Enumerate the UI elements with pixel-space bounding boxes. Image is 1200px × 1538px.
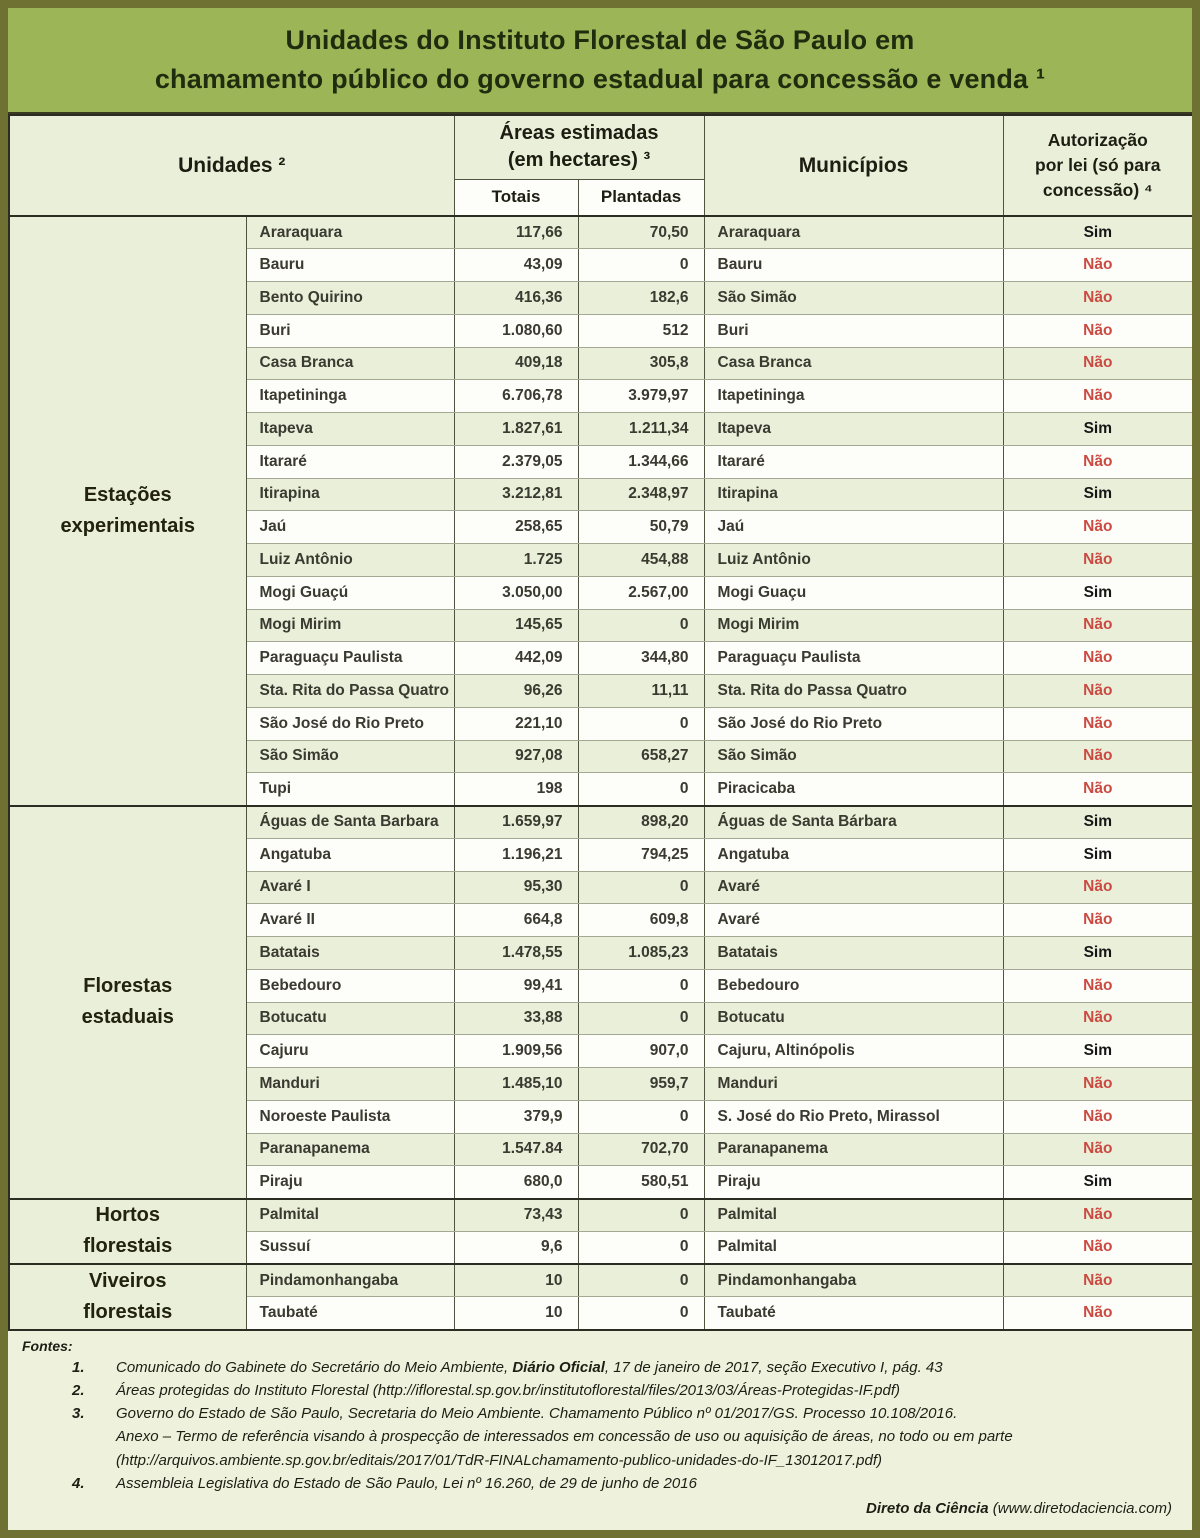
unit-cell: Bento Quirino	[246, 282, 454, 315]
unit-cell: Palmital	[246, 1199, 454, 1232]
table-header	[9, 115, 1193, 216]
total-cell: 1.547.84	[454, 1133, 578, 1166]
municipality-cell: São Simão	[704, 740, 1003, 773]
planted-cell: 11,11	[578, 675, 704, 708]
planted-cell: 580,51	[578, 1166, 704, 1199]
municipality-cell: Jaú	[704, 511, 1003, 544]
total-cell: 117,66	[454, 216, 578, 249]
table-row	[9, 1264, 1193, 1297]
section-label: Hortos florestais	[9, 1199, 246, 1265]
planted-cell: 50,79	[578, 511, 704, 544]
authorization-cell: Não	[1003, 1133, 1193, 1166]
municipality-cell: Piracicaba	[704, 773, 1003, 806]
authorization-cell: Não	[1003, 642, 1193, 675]
footnote-number: 1.	[72, 1358, 85, 1376]
areas-header-line1: Áreas estimadas	[499, 122, 659, 145]
authorization-cell: Não	[1003, 675, 1193, 708]
planted-cell: 794,25	[578, 838, 704, 871]
municipality-cell: Itararé	[704, 445, 1003, 478]
authorization-cell: Não	[1003, 969, 1193, 1002]
footnote-text: Comunicado do Gabinete do Secretário do Meio Ambiente, Diário Oficial, 17 de janeiro de 2017, seção Executivo I, pág. 43	[116, 1358, 943, 1376]
unit-cell: Buri	[246, 314, 454, 347]
authorization-cell: Não	[1003, 773, 1193, 806]
authorization-cell: Não	[1003, 609, 1193, 642]
planted-cell: 70,50	[578, 216, 704, 249]
total-cell: 416,36	[454, 282, 578, 315]
unit-cell: Itirapina	[246, 478, 454, 511]
authorization-cell: Não	[1003, 904, 1193, 937]
unit-cell: Bebedouro	[246, 969, 454, 1002]
authorization-cell: Sim	[1003, 806, 1193, 839]
authorization-cell: Não	[1003, 1297, 1193, 1330]
municipality-cell: Bauru	[704, 249, 1003, 282]
unit-cell: Jaú	[246, 511, 454, 544]
unit-cell: Casa Branca	[246, 347, 454, 380]
page-title-line2: chamamento público do governo estadual para concessão e venda ¹	[154, 64, 1046, 94]
authorization-cell: Não	[1003, 314, 1193, 347]
authorization-cell: Sim	[1003, 1166, 1193, 1199]
unit-cell: Mogi Guaçú	[246, 576, 454, 609]
planted-cell: 182,6	[578, 282, 704, 315]
total-cell: 680,0	[454, 1166, 578, 1199]
municipality-cell: Manduri	[704, 1068, 1003, 1101]
municipality-cell: São Simão	[704, 282, 1003, 315]
planted-cell: 702,70	[578, 1133, 704, 1166]
footnote-text: Assembleia Legislativa do Estado de São Paulo, Lei nº 16.260, de 29 de junho de 2016	[116, 1474, 697, 1492]
sources-heading: Fontes:	[22, 1337, 73, 1354]
total-cell: 221,10	[454, 707, 578, 740]
unit-cell: Piraju	[246, 1166, 454, 1199]
total-cell: 10	[454, 1297, 578, 1330]
unit-cell: Cajuru	[246, 1035, 454, 1068]
authorization-cell: Não	[1003, 1231, 1193, 1264]
planted-cell: 0	[578, 969, 704, 1002]
total-cell: 33,88	[454, 1002, 578, 1035]
municipality-cell: Avaré	[704, 871, 1003, 904]
column-header-autorizacao: Autorização por lei (só para concessão) ⁴	[1003, 115, 1193, 216]
authorization-cell: Não	[1003, 544, 1193, 577]
planted-cell: 2.567,00	[578, 576, 704, 609]
authorization-cell: Sim	[1003, 1035, 1193, 1068]
municipality-cell: Mogi Mirim	[704, 609, 1003, 642]
municipality-cell: Sta. Rita do Passa Quatro	[704, 675, 1003, 708]
unit-cell: Paraguaçu Paulista	[246, 642, 454, 675]
planted-cell: 907,0	[578, 1035, 704, 1068]
authorization-cell: Não	[1003, 282, 1193, 315]
table-row	[9, 1199, 1193, 1232]
total-cell: 2.379,05	[454, 445, 578, 478]
section-label: Florestas estaduais	[9, 806, 246, 1199]
planted-cell: 898,20	[578, 806, 704, 839]
municipality-cell: São José do Rio Preto	[704, 707, 1003, 740]
total-cell: 99,41	[454, 969, 578, 1002]
authorization-cell: Sim	[1003, 937, 1193, 970]
footnote-item	[72, 1402, 1180, 1472]
authorization-cell: Não	[1003, 707, 1193, 740]
total-cell: 145,65	[454, 609, 578, 642]
total-cell: 442,09	[454, 642, 578, 675]
total-cell: 258,65	[454, 511, 578, 544]
planted-cell: 0	[578, 609, 704, 642]
planted-cell: 0	[578, 773, 704, 806]
total-cell: 379,9	[454, 1100, 578, 1133]
unit-cell: Paranapanema	[246, 1133, 454, 1166]
municipality-cell: Casa Branca	[704, 347, 1003, 380]
unit-cell: Itapetininga	[246, 380, 454, 413]
units-table	[8, 114, 1194, 1331]
planted-cell: 1.211,34	[578, 413, 704, 446]
column-header-totais: Totais	[454, 179, 578, 216]
unit-cell: Noroeste Paulista	[246, 1100, 454, 1133]
unit-cell: Avaré I	[246, 871, 454, 904]
authorization-cell: Não	[1003, 511, 1193, 544]
municipality-cell: S. José do Rio Preto, Mirassol	[704, 1100, 1003, 1133]
credit-site-url: (www.diretodaciencia.com)	[988, 1500, 1172, 1517]
planted-cell: 0	[578, 1297, 704, 1330]
authorization-cell: Não	[1003, 740, 1193, 773]
total-cell: 664,8	[454, 904, 578, 937]
unit-cell: Itapeva	[246, 413, 454, 446]
footnote-text: Governo do Estado de São Paulo, Secretaria do Meio Ambiente. Chamamento Público nº 01/2017/GS. Processo 10.108/2016. Anexo – Termo de referência visando à prospecção de interessados em concessão de uso ou aquisição de áreas, no todo ou em parte (http://arquivos.ambiente.sp.gov.br/editais/2017/01/TdR-FINALchamamento-publico-unidades-do-IF_13012017.pdf)	[116, 1405, 1013, 1469]
table-row	[9, 216, 1193, 249]
footnote-item	[72, 1356, 1180, 1379]
planted-cell: 959,7	[578, 1068, 704, 1101]
total-cell: 73,43	[454, 1199, 578, 1232]
municipality-cell: Águas de Santa Bárbara	[704, 806, 1003, 839]
authorization-cell: Não	[1003, 347, 1193, 380]
column-header-municipios: Municípios	[704, 115, 1003, 216]
municipality-cell: Itirapina	[704, 478, 1003, 511]
authorization-cell: Sim	[1003, 413, 1193, 446]
authorization-cell: Não	[1003, 380, 1193, 413]
total-cell: 96,26	[454, 675, 578, 708]
municipality-cell: Pindamonhangaba	[704, 1264, 1003, 1297]
planted-cell: 0	[578, 1264, 704, 1297]
total-cell: 1.909,56	[454, 1035, 578, 1068]
footnote-item	[72, 1379, 1180, 1402]
total-cell: 3.212,81	[454, 478, 578, 511]
planted-cell: 454,88	[578, 544, 704, 577]
unit-cell: Tupi	[246, 773, 454, 806]
municipality-cell: Itapetininga	[704, 380, 1003, 413]
municipality-cell: Cajuru, Altinópolis	[704, 1035, 1003, 1068]
planted-cell: 0	[578, 1100, 704, 1133]
total-cell: 1.485,10	[454, 1068, 578, 1101]
planted-cell: 0	[578, 707, 704, 740]
authorization-cell: Não	[1003, 1264, 1193, 1297]
total-cell: 6.706,78	[454, 380, 578, 413]
table-row	[9, 806, 1193, 839]
footnote-item	[72, 1472, 1180, 1495]
authorization-cell: Sim	[1003, 838, 1193, 871]
unit-cell: Taubaté	[246, 1297, 454, 1330]
unit-cell: Angatuba	[246, 838, 454, 871]
footnote-number: 4.	[72, 1474, 85, 1492]
planted-cell: 3.979,97	[578, 380, 704, 413]
unit-cell: Sta. Rita do Passa Quatro	[246, 675, 454, 708]
column-header-unidades: Unidades ²	[9, 115, 454, 216]
authorization-cell: Sim	[1003, 216, 1193, 249]
unit-cell: Manduri	[246, 1068, 454, 1101]
planted-cell: 0	[578, 1199, 704, 1232]
authorization-cell: Não	[1003, 249, 1193, 282]
section-label: Viveiros florestais	[9, 1264, 246, 1330]
municipality-cell: Mogi Guaçu	[704, 576, 1003, 609]
authorization-cell: Não	[1003, 1068, 1193, 1101]
unit-cell: São Simão	[246, 740, 454, 773]
municipality-cell: Paranapanema	[704, 1133, 1003, 1166]
unit-cell: Sussuí	[246, 1231, 454, 1264]
total-cell: 1.080,60	[454, 314, 578, 347]
municipality-cell: Palmital	[704, 1199, 1003, 1232]
planted-cell: 0	[578, 1002, 704, 1035]
unit-cell: São José do Rio Preto	[246, 707, 454, 740]
section-label: Estações experimentais	[9, 216, 246, 806]
units-table-body	[9, 216, 1193, 1330]
municipality-cell: Avaré	[704, 904, 1003, 937]
municipality-cell: Luiz Antônio	[704, 544, 1003, 577]
municipality-cell: Buri	[704, 314, 1003, 347]
total-cell: 409,18	[454, 347, 578, 380]
total-cell: 3.050,00	[454, 576, 578, 609]
authorization-cell: Não	[1003, 1100, 1193, 1133]
municipality-cell: Piraju	[704, 1166, 1003, 1199]
unit-cell: Batatais	[246, 937, 454, 970]
authorization-cell: Não	[1003, 1199, 1193, 1232]
unit-cell: Araraquara	[246, 216, 454, 249]
municipality-cell: Taubaté	[704, 1297, 1003, 1330]
planted-cell: 512	[578, 314, 704, 347]
unit-cell: Bauru	[246, 249, 454, 282]
planted-cell: 1.085,23	[578, 937, 704, 970]
municipality-cell: Palmital	[704, 1231, 1003, 1264]
credit-site-name: Direto da Ciência	[866, 1500, 989, 1517]
total-cell: 1.478,55	[454, 937, 578, 970]
unit-cell: Itararé	[246, 445, 454, 478]
unit-cell: Mogi Mirim	[246, 609, 454, 642]
unit-cell: Botucatu	[246, 1002, 454, 1035]
sources-footer	[8, 1331, 1192, 1522]
authorization-cell: Sim	[1003, 576, 1193, 609]
planted-cell: 1.344,66	[578, 445, 704, 478]
total-cell: 10	[454, 1264, 578, 1297]
planted-cell: 0	[578, 871, 704, 904]
authorization-cell: Não	[1003, 1002, 1193, 1035]
footnote-text: Áreas protegidas do Instituto Florestal (http://iflorestal.sp.gov.br/institutoflorestal/files/2013/03/Áreas-Protegidas-IF.pdf)	[116, 1381, 901, 1399]
footnote-number: 2.	[72, 1381, 85, 1399]
authorization-cell: Sim	[1003, 478, 1193, 511]
planted-cell: 0	[578, 1231, 704, 1264]
planted-cell: 658,27	[578, 740, 704, 773]
unit-cell: Águas de Santa Barbara	[246, 806, 454, 839]
total-cell: 1.827,61	[454, 413, 578, 446]
planted-cell: 305,8	[578, 347, 704, 380]
column-header-areas	[454, 115, 704, 179]
total-cell: 927,08	[454, 740, 578, 773]
municipality-cell: Itapeva	[704, 413, 1003, 446]
planted-cell: 344,80	[578, 642, 704, 675]
column-header-plantadas: Plantadas	[578, 179, 704, 216]
authorization-cell: Não	[1003, 445, 1193, 478]
municipality-cell: Batatais	[704, 937, 1003, 970]
municipality-cell: Botucatu	[704, 1002, 1003, 1035]
footnote-number: 3.	[72, 1405, 85, 1422]
municipality-cell: Araraquara	[704, 216, 1003, 249]
planted-cell: 609,8	[578, 904, 704, 937]
total-cell: 1.196,21	[454, 838, 578, 871]
title-band	[8, 8, 1192, 114]
total-cell: 1.725	[454, 544, 578, 577]
authorization-cell: Não	[1003, 871, 1193, 904]
unit-cell: Luiz Antônio	[246, 544, 454, 577]
municipality-cell: Angatuba	[704, 838, 1003, 871]
planted-cell: 2.348,97	[578, 478, 704, 511]
footnote-list	[22, 1356, 1180, 1496]
unit-cell: Pindamonhangaba	[246, 1264, 454, 1297]
planted-cell: 0	[578, 249, 704, 282]
municipality-cell: Bebedouro	[704, 969, 1003, 1002]
total-cell: 1.659,97	[454, 806, 578, 839]
total-cell: 43,09	[454, 249, 578, 282]
credit-line	[22, 1500, 1180, 1517]
areas-header-line2: (em hectares) ³	[507, 149, 651, 172]
total-cell: 9,6	[454, 1231, 578, 1264]
unit-cell: Avaré II	[246, 904, 454, 937]
page-title-line1: Unidades do Instituto Florestal de São Paulo em	[285, 24, 915, 55]
total-cell: 95,30	[454, 871, 578, 904]
municipality-cell: Paraguaçu Paulista	[704, 642, 1003, 675]
total-cell: 198	[454, 773, 578, 806]
